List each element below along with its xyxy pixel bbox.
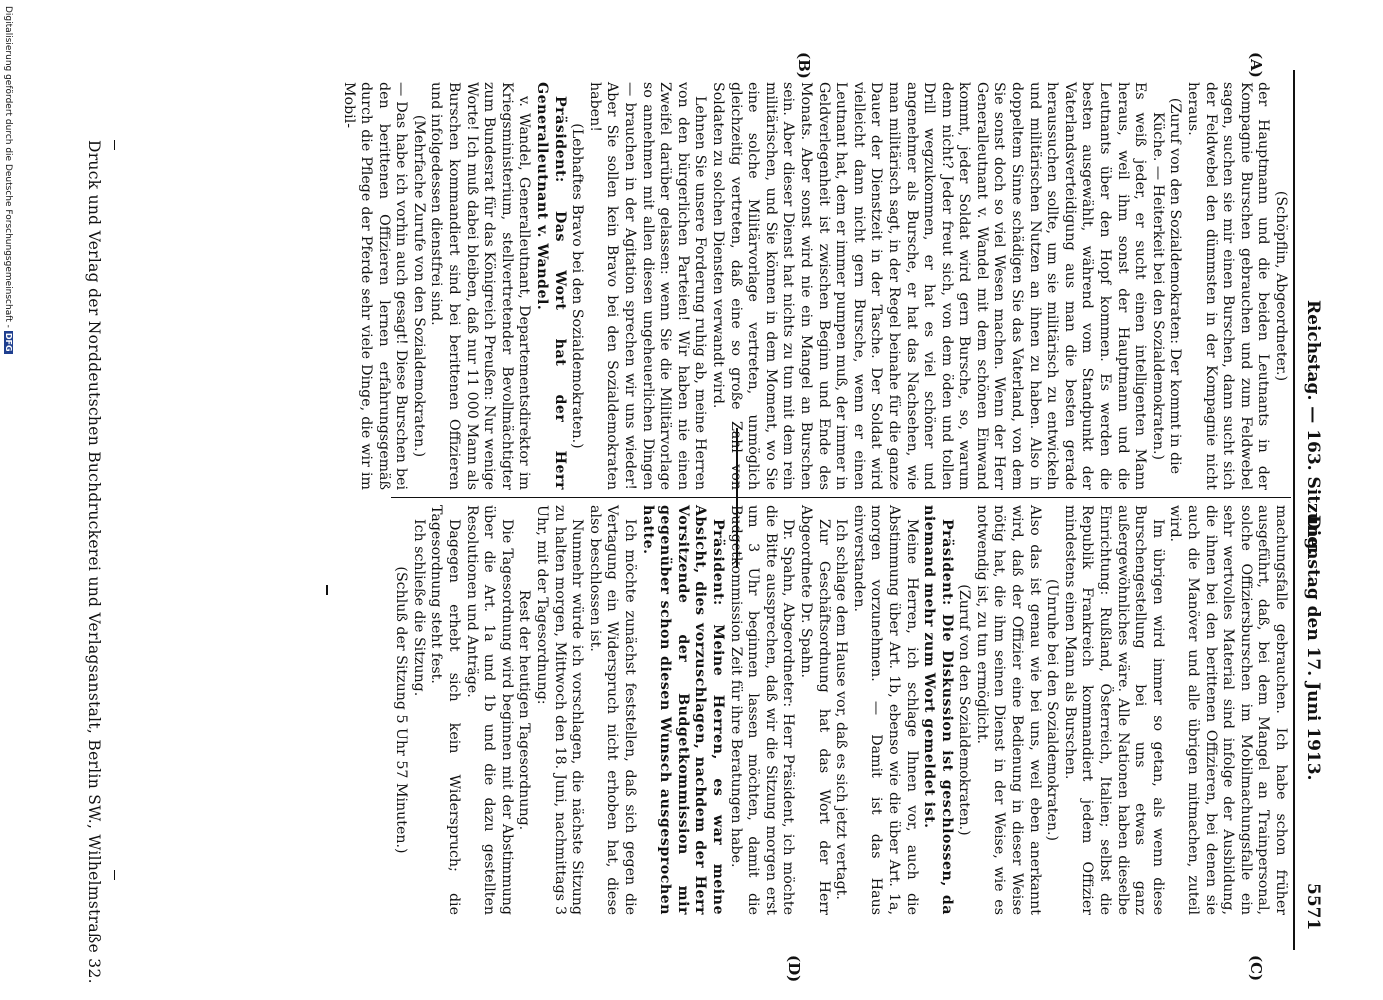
digitization-credit-text: Digitalisierung gefördert durch die Deutsche Forschungsgemeinschaft -: [3, 6, 13, 328]
interjection: (Zuruf von den Sozialdemokraten: Der kommt in die Küche. — Heiterkeit bei den Sozialdemokraten.): [1149, 97, 1184, 475]
paragraph: machungsfalle gebrauchen. Ich habe schon früher ausgeführt, daß, bei dem Mangel an Trainpersonal, solche Offiziersburschen im Mobilmachungsfalle ein sehr wertvolles Material sind infolge der Ausbildung, die ihnen bei den berittenen Offizieren, bei denen sie auch die Manöver und alle übrigen mitmachen, zuteil wird.: [1167, 505, 1289, 915]
paragraph: Die Tagesordnung wird beginnen mit der Abstimmung über die Art. 1a und 1b und die dazu gestellten Resolutionen und Anträge.: [463, 505, 515, 915]
margin-letter-c: (C): [1247, 955, 1265, 982]
session-closing-note: (Schluß der Sitzung 5 Uhr 57 Minuten.): [393, 566, 410, 854]
short-rule-2: [326, 585, 328, 595]
margin-letter-a: (A): [1247, 52, 1265, 78]
interjection: (Unruhe bei den Sozialdemokraten.): [1044, 578, 1061, 842]
paragraph: Lehnen Sie unsere Forderung ruhig ab, meine Herren von den bürgerlichen Parteien! Wir haben nie einen Zweifel darüber gelassen: wenn Sie die Militärvorlage so annehmen mit allen diesen ungeheuerlichen Dingen — brauchen in der Agitation sprechen wir uns wieder! Aber Sie sollen kein Bravo bei den Sozialdemokraten haben!: [586, 82, 709, 490]
header-rule: [1293, 70, 1295, 950]
page-number: 5571: [1303, 883, 1323, 931]
agenda-item: Rest der heutigen Tagesordnung.: [516, 589, 533, 831]
dfg-logo: DFG: [4, 332, 13, 352]
paragraph: Im übrigen wird immer so getan, als wenn diese Burschengestellung bei uns etwas ganz außergewöhnliches wäre. Alle Nationen haben dieselbe Einrichtung: Rußland, Österreich, Italien; selbst die Republik Frankreich kommandiert jedem Offizier mindestens einen Mann als Burschen.: [1061, 505, 1166, 915]
imprint-rule-right: [114, 870, 115, 880]
paragraph: Ich möchte zunächst feststellen, daß sich gegen die Vertagung ein Widerspruch nicht erhoben hat, diese also beschlossen ist.: [586, 505, 639, 915]
right-text-column: [392, 505, 1289, 915]
speaker-statement: v. Wandel, Generalleutnant, Departementsdirektor im Kriegsministerium, stellvertretender Bevollmächtigter zum Bundesrat für das Königreich Preußen: Nur wenige Worte! Ich muß dabei bleiben, daß nur 11 000 Mann als Burschen kommandiert sind bei berittenen Offizieren und infolgedessen dienstfrei sind.: [428, 82, 533, 490]
left-text-column: [339, 82, 1289, 490]
interjection: (Mehrfache Zurufe von den Sozialdemokraten.): [410, 114, 427, 458]
printer-imprint: Druck und Verlag der Norddeutschen Buchdruckerei und Verlagsanstalt, Berlin SW., Wilhelmstraße 32.: [85, 140, 103, 984]
interjection: (Zuruf von den Sozialdemokraten.): [956, 584, 973, 836]
paragraph: Also das ist genau wie bei uns, weil eben anerkannt wird, daß der Offizier eine Bedienung in dieser Weise nötig hat, die ihm seinen Dienst in der Weise, wie es notwendig ist, zu tun ermöglicht.: [973, 505, 1043, 915]
paragraph: der Hauptmann und die beiden Leutnants in der Kompagnie Burschen gebrauchen und zum Feldwebel sagen, suchen sie mir einen Burschen, dann sucht sich der Feldwebel den dümmsten in der Kompagnie nicht heraus.: [1185, 82, 1272, 490]
paragraph: Dagegen erhebt sich kein Widerspruch; die Tagesordnung steht fest.: [428, 505, 463, 915]
paragraph: Ich schlage dem Hause vor, daß es sich jetzt vertagt.: [833, 519, 850, 900]
column-divider: [391, 497, 1291, 498]
digitization-credit: [3, 6, 13, 354]
paragraph: Nunmehr würde ich vorschlagen, die nächste Sitzung zu halten morgen, Mittwoch den 18. Juni, nachmittags 3 Uhr, mit der Tagesordnung:: [534, 505, 586, 915]
interjection: (Lebhaftes Bravo bei den Sozialdemokraten.): [569, 123, 586, 449]
paragraph: Zur Geschäftsordnung hat das Wort der Herr Abgeordnete Dr. Spahn.: [797, 505, 832, 915]
running-head-right: Dienstag den 17. Juni 1913.: [1303, 515, 1323, 781]
president-statement: Präsident: Das Wort hat der Herr Generalleutnant v. Wandel.: [534, 82, 568, 490]
paragraph: Meine Herren, ich schlage Ihnen vor, auch die Abstimmung über Art. 1b, ebenso wie die über Art. 1a, morgen vorzunehmen. — Damit ist das Haus einverstanden.: [850, 505, 920, 915]
speaker-statement: Dr. Spahn, Abgeordneter: Herr Präsident, ich möchte die Bitte aussprechen, daß wir die Sitzung morgen erst um 3 Uhr beginnen lassen möchten, damit die Budgetkommission Zeit für ihre Beratungen habe.: [727, 505, 797, 915]
paragraph: Es weiß jeder, er sucht einen intelligenten Mann heraus, weil ihm sonst der Hauptmann und die Leutnants über den Hopf kommen. Es werden die besten ausgewählt, während vom Standpunkt der Vaterlandsverteidigung aus man die besten gerade heraussuchen sollte, um sie militärisch zu entwickeln und militärischen Nutzen an ihnen zu haben. Also in doppeltem Sinne schädigen Sie das Vaterland, von dem Sie sonst doch so viel Wesen machen. Wenn der Herr Generalleutnant v. Wandel mit dem schönen Einwand kommt, jeder Soldat wird gern Bursche, so, warum denn nicht? Jeder freut sich, von dem öden und tollen Drill wegzukommen, er hat es viel schöner und angenehmer als Bursche, er hat das Nachsehen, wie man militärisch sagt, in der Regel beinahe für die ganze Dauer der Dienstzeit in der Tasche. Der Soldat wird vielleicht dann nicht gern Bursche, wenn er einen Leutnant hat, dem er immer pumpen muß, der immer in Geldverlegenheit ist zwischen Beginn und Ende des Monats. Aber sonst wird nie ein Mangel an Burschen sein. Aber dieser Dienst hat nichts zu tun mit dem rein militärischen, und Sie können in dem Moment, wo Sie eine solche Militärvorlage vertreten, unmöglich gleichzeitig vertreten, daß eine so große Zahl von Soldaten zu solchen Diensten verwandt wird.: [710, 82, 1149, 490]
speaker-continuation: (Schöpflin, Abgeordneter.): [1273, 190, 1289, 382]
imprint-rule-left: [114, 140, 115, 150]
margin-letter-d: (D): [785, 955, 803, 983]
margin-letter-b: (B): [795, 52, 813, 79]
paragraph: Ich schließe die Sitzung.: [410, 519, 427, 697]
president-statement: Präsident: Meine Herren, es war meine Absicht, dies vorzuschlagen, nachdem der Herr Vorsitzende der Budgetkommission mir gegenüber schon diesen Wunsch ausgesprochen hatte.: [639, 505, 726, 915]
paragraph: — Das habe ich vorhin auch gesagt! Diese Burschen bei den berittenen Offizieren lernen erfahrungsgemäß durch die Pflege der Pferde sehr viele Dinge, die wir im Mobil-: [340, 82, 410, 490]
president-statement: Präsident: Die Diskussion ist geschlossen, da niemand mehr zum Wort gemeldet ist.: [921, 505, 955, 915]
running-head-left: Reichstag. — 163. Sitzung.: [1303, 300, 1323, 556]
